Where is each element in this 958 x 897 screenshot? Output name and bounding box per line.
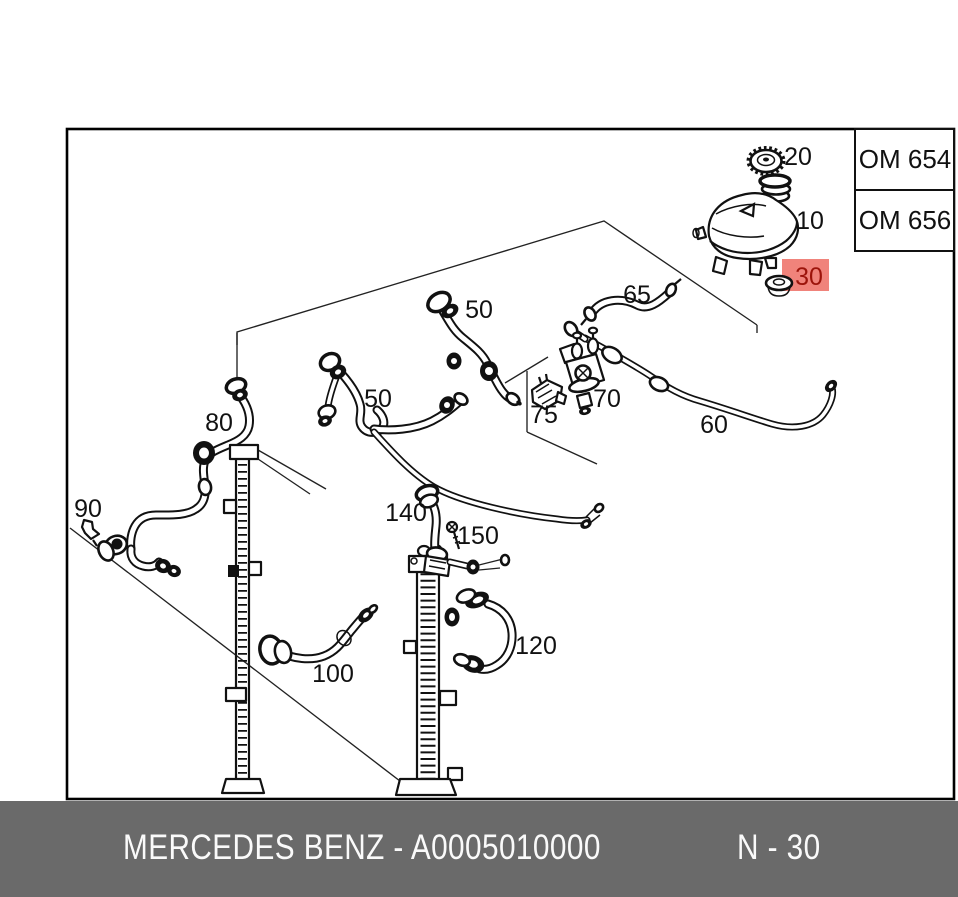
footer-brand-part-number: MERCEDES BENZ - A0005010000: [123, 828, 601, 868]
om-656-label: OM 656: [858, 205, 952, 235]
clip-90-drawing: [82, 520, 99, 546]
grommet-30-drawing: [766, 276, 792, 296]
part-label-70[interactable]: 70: [593, 385, 621, 413]
part-label-65[interactable]: 65: [623, 281, 651, 309]
hose-50-lower-drawing: [317, 350, 605, 531]
part-label-150[interactable]: 150: [457, 522, 499, 550]
footer-bar: [0, 801, 958, 897]
part-label-140[interactable]: 140: [385, 499, 427, 527]
radiator-center: [396, 545, 462, 795]
part-label-75[interactable]: 75: [530, 401, 558, 429]
part-label-50-upper[interactable]: 50: [465, 296, 493, 324]
om-654-label: OM 654: [858, 144, 952, 174]
part-label-10[interactable]: 10: [796, 207, 824, 235]
cap-20-drawing: [749, 149, 783, 174]
hose-100-drawing: [257, 604, 378, 666]
footer-reference-code: N - 30: [737, 828, 821, 868]
part-label-80[interactable]: 80: [205, 409, 233, 437]
part-label-120[interactable]: 120: [515, 632, 557, 660]
radiator-side-member-left: [222, 445, 264, 793]
part-label-30-highlighted[interactable]: 30: [795, 263, 823, 291]
part-label-100[interactable]: 100: [312, 660, 354, 688]
part-label-60[interactable]: 60: [700, 411, 728, 439]
part-label-20[interactable]: 20: [784, 143, 812, 171]
part-label-50-lower[interactable]: 50: [364, 385, 392, 413]
part-label-90[interactable]: 90: [74, 495, 102, 523]
hose-120-drawing: [453, 587, 512, 676]
engine-callouts: [855, 129, 954, 251]
hose-80-drawing: [95, 376, 249, 579]
